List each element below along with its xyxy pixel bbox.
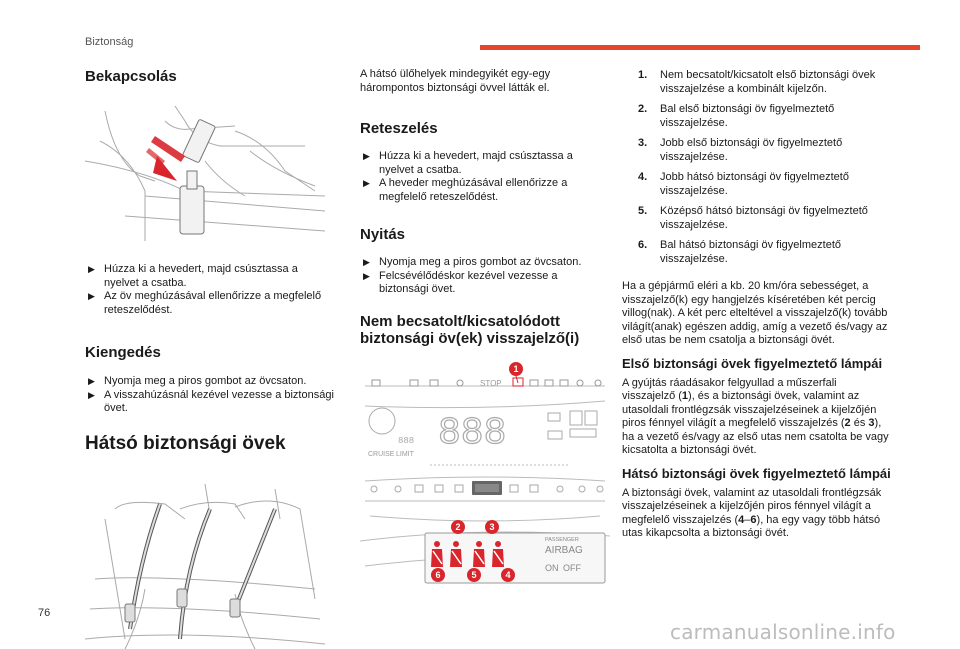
heading-rear-warning: Hátsó biztonsági övek figyelmeztető lámpái [622, 465, 891, 481]
speed-paragraph: Ha a gépjármű eléri a kb. 20 km/óra sebességet, a visszajelző(k) egy hangjelzés kíséretében két percig villog(nak). A két perc elteltével a visszajelző(k) tovább világít(anak) egészen addig, amíg a vezető és/vagy az első utas be nem csatolja a biztonsági övét. [622, 280, 888, 346]
bullet-reteszeles-2: ▶ A heveder meghúzásával ellenőrizze a megfelelő reteszelődést. [363, 177, 568, 203]
callout-3-label: 3 [489, 521, 495, 532]
list-item: 4. Jobb hátsó biztonsági öv figyelmeztető visszajelzése. [638, 171, 849, 197]
heading-indicator: Nem becsatolt/kicsatolódott biztonsági öv(ek) visszajelző(i) [360, 312, 580, 347]
heading-nyitas: Nyitás [360, 226, 406, 243]
watermark[interactable]: carmanualsonline.info [670, 620, 896, 644]
bullet-marker: ▶ [363, 257, 370, 267]
rear-paragraph: A biztonsági övek, valamint az utasoldali frontlégzsák visszajelzéseinek a kijelzőjén piros fénnyel világít a megfelelő visszajelzés (4–6), ha egy vagy több hátsó utas kikapcsolta a biztonsági övét. [622, 486, 882, 539]
page-number: 76 [38, 607, 51, 619]
front-paragraph: A gyújtás ráadásakor felgyullad a műszerfali visszajelző (1), és a biztonsági övek, valamint az utasoldali frontlégzsák visszajelzéseinek a kijelzőjén piros fénnyel világít a megfelelő visszajelzés (2 és 3), ha a vezető és/vagy az első utas nem csatolta be vagy kicsatolta a biztonsági övét. [622, 376, 889, 456]
callout-5-label: 5 [471, 569, 477, 580]
bullet-marker: ▶ [88, 389, 95, 400]
bullet-nyitas-2: ▶ Felcsévélődéskor kezével vezesse a biztonsági övet. [363, 269, 558, 295]
bullet-marker: ▶ [88, 264, 95, 274]
list-item: 2. Bal első biztonsági öv figyelmeztető visszajelzése. [638, 103, 835, 129]
illustration-instrument-panel [360, 361, 610, 601]
bullet-reteszeles-1: ▶ Húzza ki a hevedert, majd csúsztassa a nyelvet a csatba. [363, 150, 573, 176]
bullet-marker: ▶ [363, 270, 370, 281]
list-item: 5. Középső hátsó biztonsági öv figyelmeztető visszajelzése. [638, 205, 868, 231]
bullet-kiengedes-1: ▶ Nyomja meg a piros gombot az övcsaton. [88, 375, 307, 387]
bullet-bekapcsolas-2: ▶ Az öv meghúzásával ellenőrizze a megfelelő reteszelődést. [88, 290, 322, 316]
header-accent-bar [480, 45, 920, 50]
heading-reteszeles: Reteszelés [360, 120, 438, 137]
heading-kiengedes: Kiengedés [85, 344, 161, 361]
column-right [622, 68, 892, 541]
panel-small-digits: 888 [398, 435, 415, 446]
panel-on-label: ON [545, 562, 559, 573]
heading-bekapcsolas: Bekapcsolás [85, 68, 177, 85]
callout-4-label: 4 [505, 569, 511, 580]
panel-limit-label: LIMIT [396, 450, 414, 458]
list-item: 1. Nem becsatolt/kicsatolt első biztonsági övek visszajelzése a kombinált kijelzőn. [638, 69, 876, 95]
heading-rear-seatbelts: Hátsó biztonsági övek [85, 432, 286, 454]
bullet-marker: ▶ [363, 151, 370, 161]
callout-6-label: 6 [435, 569, 441, 580]
list-item: 6. Bal hátsó biztonsági öv figyelmeztető visszajelzése. [638, 239, 841, 265]
bullet-bekapcsolas-1: ▶ Húzza ki a hevedert, majd csúsztassa a nyelvet a csatba. [88, 263, 298, 289]
panel-cruise-label: CRUISE [368, 450, 395, 458]
bullet-marker: ▶ [88, 291, 95, 301]
callout-2-label: 2 [455, 521, 461, 532]
intro-paragraph: A hátsó ülőhelyek mindegyikét egy-egy hárompontos biztonsági övvel látták el. [360, 68, 551, 94]
panel-airbag-label: AIRBAG [545, 544, 583, 556]
list-item: 3. Jobb első biztonsági öv figyelmeztető visszajelzése. [638, 137, 843, 163]
callout-1-label: 1 [513, 363, 519, 374]
illustration-buckle-fastening [85, 101, 325, 241]
panel-passenger-label: PASSENGER [545, 536, 579, 543]
bullet-nyitas-1: ▶ Nyomja meg a piros gombot az övcsaton. [363, 256, 582, 268]
bullet-kiengedes-2: ▶ A visszahúzásnál kezével vezesse a biztonsági övet. [88, 388, 334, 414]
numbered-list [622, 68, 892, 266]
page-header-section: Biztonság [85, 36, 134, 48]
heading-front-warning: Első biztonsági övek figyelmeztető lámpái [622, 355, 883, 371]
panel-big-digits: 888 [438, 411, 507, 455]
illustration-rear-seatbelts [85, 479, 325, 649]
bullet-marker: ▶ [363, 178, 370, 188]
column-middle [360, 68, 605, 601]
panel-stop-label: STOP [480, 378, 502, 388]
column-left [85, 68, 335, 649]
panel-off-label: OFF [563, 562, 581, 573]
bullet-marker: ▶ [88, 376, 95, 386]
